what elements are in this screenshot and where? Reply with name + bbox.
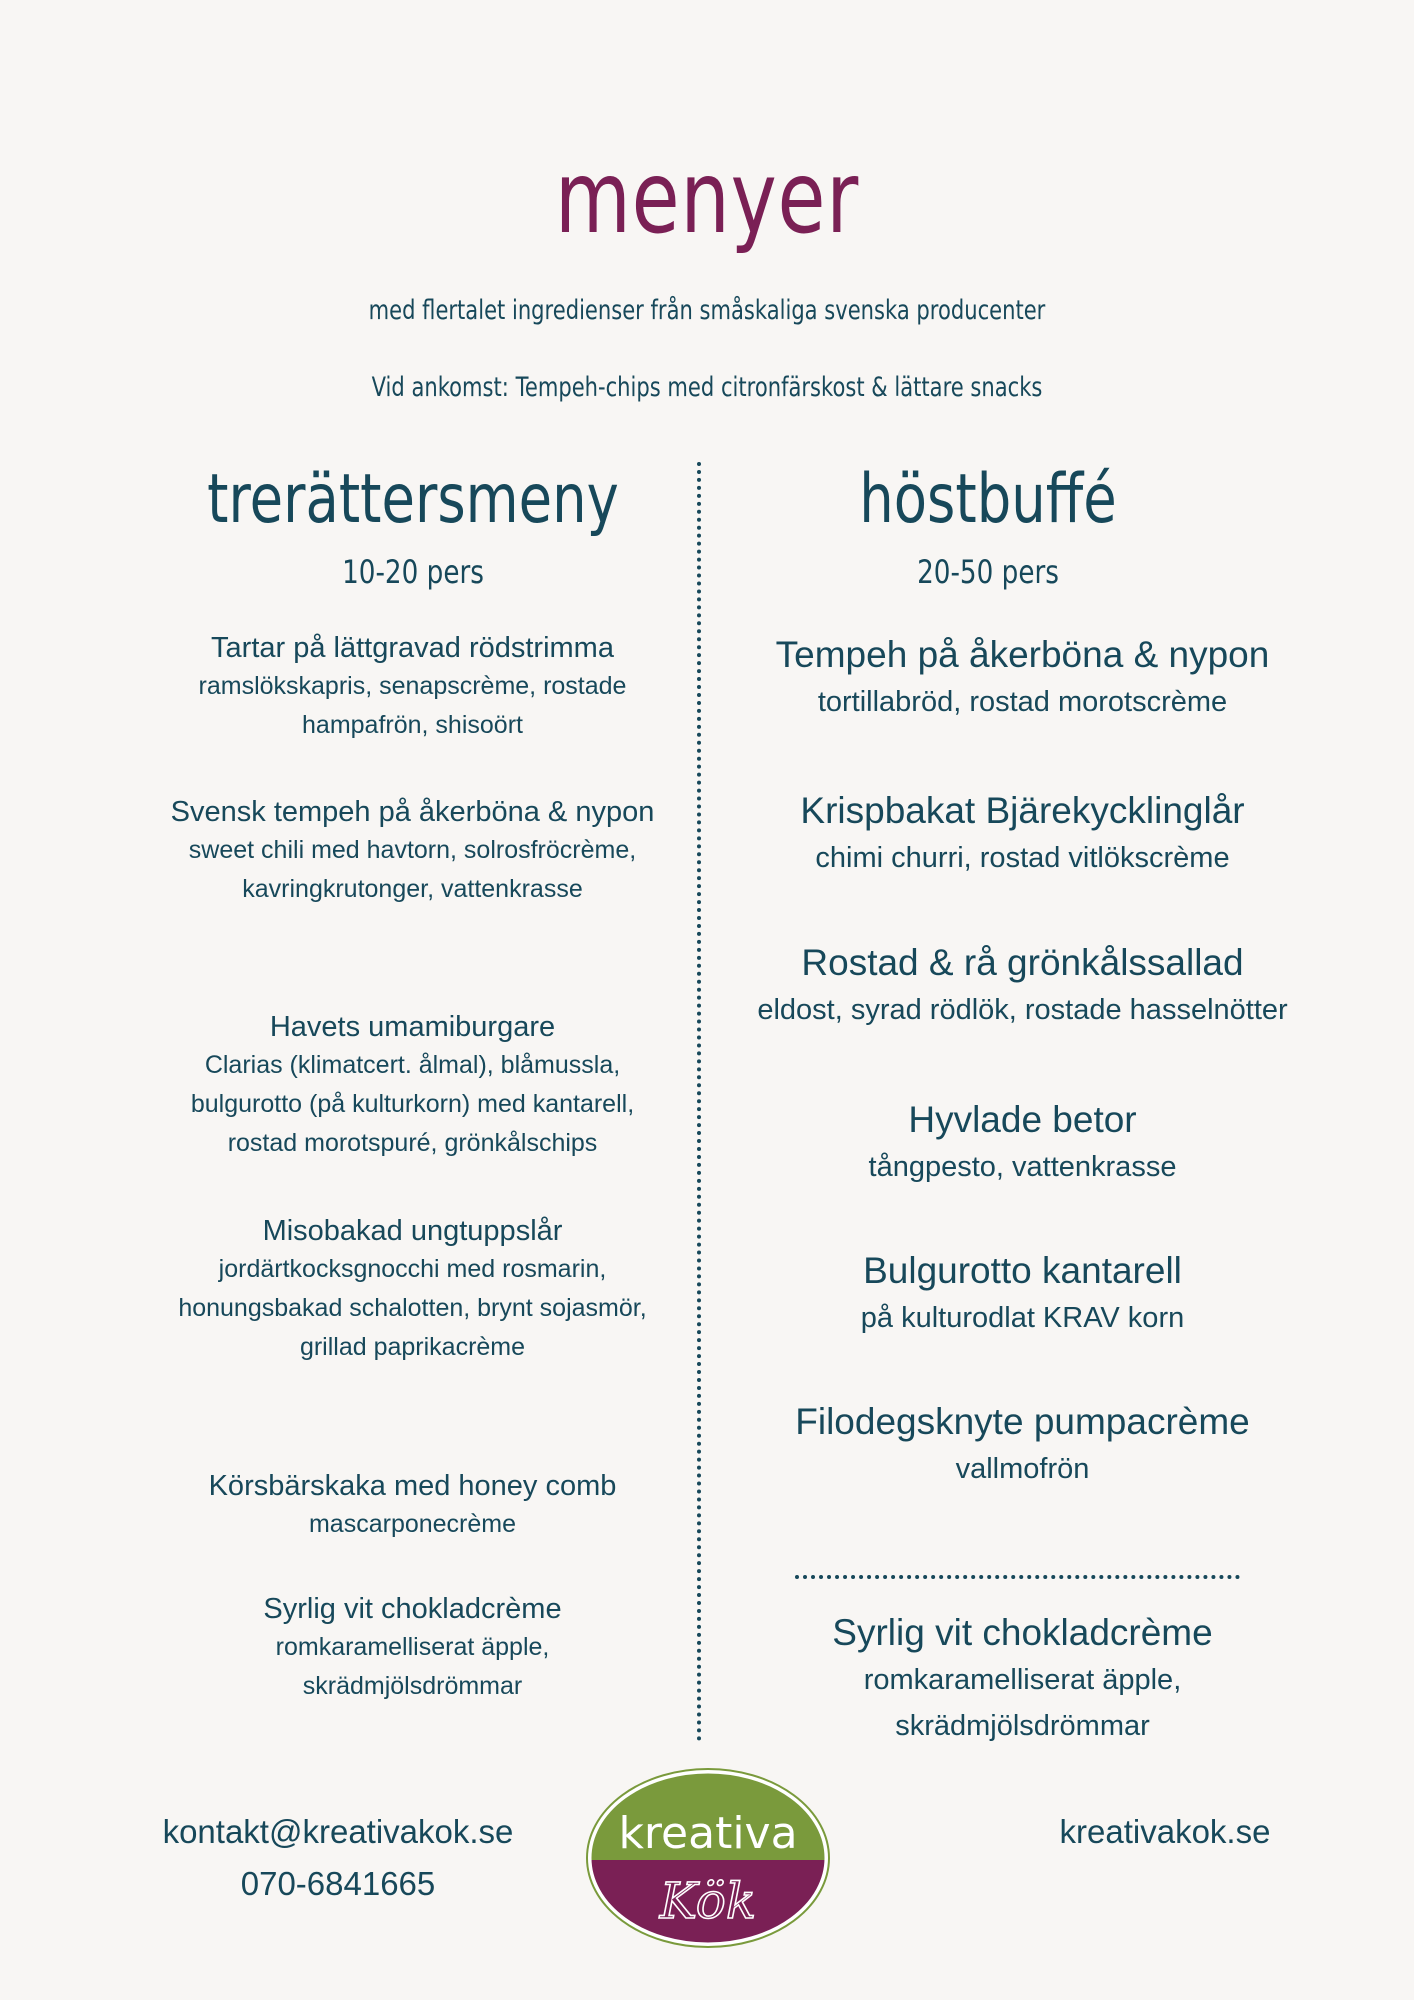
dish-name: Svensk tempeh på åkerböna & nypon bbox=[170, 796, 655, 828]
left-dish bbox=[130, 629, 695, 745]
dish-desc: tångpesto, vattenkrasse bbox=[868, 1151, 1177, 1183]
right-dish bbox=[715, 939, 1330, 1033]
left-dish bbox=[130, 1590, 695, 1706]
dish-name: Körsbärskaka med honey comb bbox=[208, 1470, 617, 1502]
left-dish bbox=[130, 1467, 695, 1544]
dish-desc: Clarias (klimatcert. ålmal), blåmussla, bbox=[204, 1051, 621, 1079]
left-column-header bbox=[133, 460, 693, 591]
right-column-header bbox=[708, 460, 1268, 591]
dish-desc: rostad morotspuré, grönkålschips bbox=[227, 1129, 598, 1157]
dish-desc: tortillabröd, rostad morotscrème bbox=[817, 686, 1228, 718]
dish-name: Syrlig vit chokladcrème bbox=[832, 1612, 1213, 1653]
arrival-note: Vid ankomst: Tempeh-chips med citronfärskost & lättare snacks bbox=[371, 372, 1043, 403]
dish-desc: romkaramelliserat äpple, bbox=[275, 1633, 550, 1661]
right-dish bbox=[715, 631, 1330, 725]
dish-name: Tartar på lättgravad rödstrimma bbox=[211, 632, 614, 664]
right-dish bbox=[715, 1247, 1330, 1341]
dessert-divider bbox=[795, 1575, 1240, 1579]
contact-email[interactable]: kontakt@kreativakok.se bbox=[162, 1813, 514, 1850]
right-dish bbox=[715, 1609, 1330, 1749]
dish-name: Misobakad ungtuppslår bbox=[262, 1215, 563, 1247]
dish-desc: jordärtkocksgnocchi med rosmarin, bbox=[218, 1255, 607, 1283]
dish-name: Rostad & rå grönkålssallad bbox=[801, 942, 1244, 983]
dish-desc: kavringkrutonger, vattenkrasse bbox=[242, 875, 583, 903]
column-divider bbox=[697, 462, 701, 1742]
left-dish bbox=[130, 793, 695, 909]
dish-desc: sweet chili med havtorn, solrosfröcrème, bbox=[188, 836, 637, 864]
dish-desc: vallmofrön bbox=[955, 1453, 1090, 1485]
dish-name: Tempeh på åkerböna & nypon bbox=[775, 634, 1270, 675]
contact-phone[interactable]: 070-6841665 bbox=[240, 1865, 436, 1902]
dish-desc: skrädmjölsdrömmar bbox=[302, 1672, 523, 1700]
right-dish bbox=[715, 1398, 1330, 1492]
dish-desc: bulgurotto (på kulturkorn) med kantarell, bbox=[190, 1090, 635, 1118]
dish-desc: honungsbakad schalotten, brynt sojasmör, bbox=[178, 1294, 647, 1322]
dish-desc: mascarponecrème bbox=[308, 1510, 517, 1538]
dish-name: Bulgurotto kantarell bbox=[863, 1250, 1182, 1291]
dish-desc: grillad paprikacrème bbox=[299, 1333, 526, 1361]
menu-title: menyer bbox=[554, 139, 860, 256]
left-heading: trerättersmeny bbox=[207, 460, 619, 539]
dish-name: Havets umamiburgare bbox=[269, 1011, 556, 1043]
dish-name: Krispbakat Bjärekycklinglår bbox=[800, 790, 1245, 831]
dish-desc: skrädmjölsdrömmar bbox=[895, 1710, 1150, 1742]
right-dish bbox=[715, 787, 1330, 881]
dish-name: Syrlig vit chokladcrème bbox=[263, 1593, 562, 1625]
right-dish bbox=[715, 1096, 1330, 1190]
kreativa-kok-logo bbox=[583, 1768, 833, 1948]
logo-wordmark-top: kreativa bbox=[618, 1808, 798, 1859]
dish-desc: eldost, syrad rödlök, rostade hasselnötter bbox=[757, 994, 1288, 1026]
contact-block bbox=[128, 1806, 548, 1910]
dish-name: Filodegsknyte pumpacrème bbox=[795, 1401, 1250, 1442]
subtitle: med flertalet ingredienser från småskaliga svenska producenter bbox=[368, 295, 1046, 326]
dish-desc: chimi churri, rostad vitlökscrème bbox=[815, 842, 1230, 874]
dish-desc: ramslökskapris, senapscrème, rostade bbox=[198, 672, 627, 700]
left-persons: 10-20 pers bbox=[342, 553, 484, 591]
dish-name: Hyvlade betor bbox=[908, 1099, 1137, 1140]
right-persons: 20-50 pers bbox=[917, 553, 1059, 591]
dish-desc: romkaramelliserat äpple, bbox=[863, 1664, 1182, 1696]
website-link[interactable]: kreativakok.se bbox=[1059, 1813, 1271, 1850]
logo-wordmark-bottom: Kök bbox=[659, 1872, 757, 1930]
left-dish bbox=[130, 1008, 695, 1163]
dish-desc: hampafrön, shisoört bbox=[302, 711, 523, 739]
dish-desc: på kulturodlat KRAV korn bbox=[860, 1302, 1185, 1334]
left-dish bbox=[130, 1212, 695, 1367]
right-heading: höstbuffé bbox=[859, 460, 1117, 539]
